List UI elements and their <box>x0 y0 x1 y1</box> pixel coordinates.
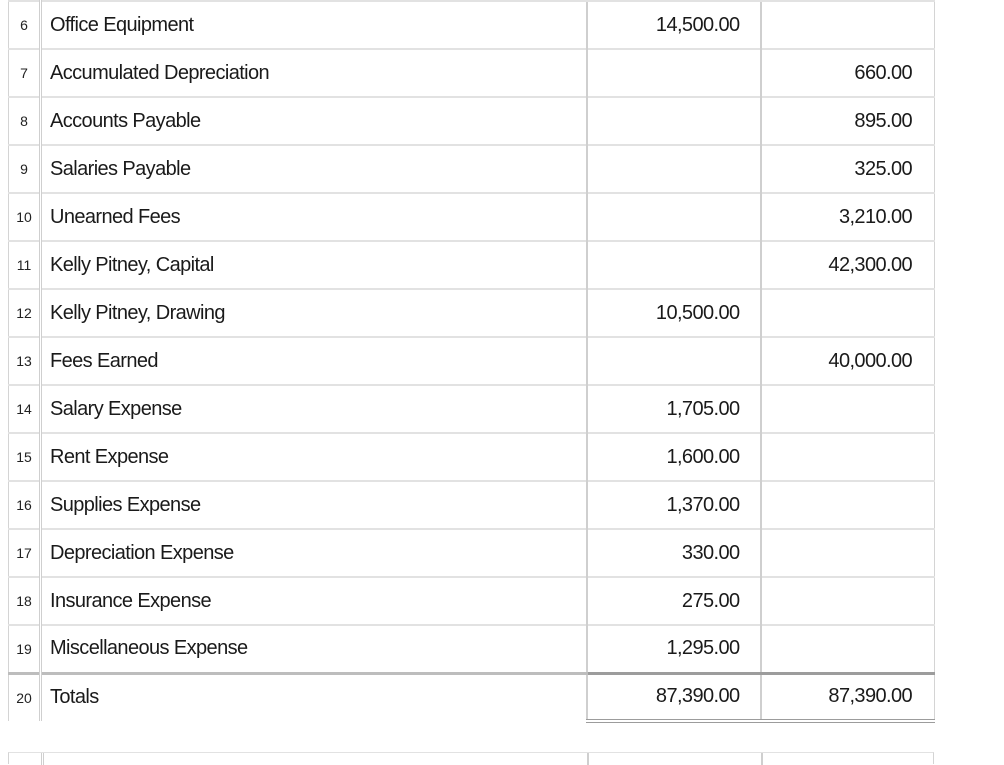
account-title-cell[interactable]: Depreciation Expense <box>41 529 587 577</box>
table-row <box>9 577 935 625</box>
account-title-cell[interactable]: Kelly Pitney, Drawing <box>41 289 587 337</box>
debit-cell[interactable] <box>587 49 761 97</box>
row-number: 10 <box>9 193 41 241</box>
row-number: 11 <box>9 241 41 289</box>
debit-cell[interactable]: 14,500.00 <box>587 1 761 49</box>
column-divider <box>587 753 589 765</box>
debit-cell[interactable]: 1,600.00 <box>587 433 761 481</box>
account-title-cell[interactable]: Accounts Payable <box>41 97 587 145</box>
credit-cell[interactable]: 42,300.00 <box>761 241 935 289</box>
row-number: 8 <box>9 97 41 145</box>
debit-cell[interactable] <box>587 241 761 289</box>
account-title-cell[interactable]: Salaries Payable <box>41 145 587 193</box>
column-divider <box>41 753 44 765</box>
table-continuation <box>8 752 934 764</box>
row-number: 9 <box>9 145 41 193</box>
table-row <box>9 337 935 385</box>
table-row <box>9 49 935 97</box>
account-title-cell[interactable]: Salary Expense <box>41 385 587 433</box>
account-title-cell[interactable]: Rent Expense <box>41 433 587 481</box>
table-row <box>9 145 935 193</box>
account-title-cell[interactable]: Fees Earned <box>41 337 587 385</box>
row-number: 7 <box>9 49 41 97</box>
credit-cell[interactable] <box>761 577 935 625</box>
debit-cell[interactable]: 10,500.00 <box>587 289 761 337</box>
credit-cell[interactable] <box>761 433 935 481</box>
row-number: 17 <box>9 529 41 577</box>
debit-cell[interactable] <box>587 145 761 193</box>
row-number: 6 <box>9 1 41 49</box>
credit-cell[interactable]: 3,210.00 <box>761 193 935 241</box>
account-title-cell[interactable]: Accumulated Depreciation <box>41 49 587 97</box>
credit-total-cell[interactable]: 87,390.00 <box>761 673 935 721</box>
totals-row <box>9 673 935 721</box>
debit-cell[interactable]: 330.00 <box>587 529 761 577</box>
debit-cell[interactable]: 1,705.00 <box>587 385 761 433</box>
table-row <box>9 289 935 337</box>
column-divider <box>761 753 763 765</box>
credit-cell[interactable] <box>761 481 935 529</box>
debit-total-cell[interactable]: 87,390.00 <box>587 673 761 721</box>
account-title-cell[interactable]: Miscellaneous Expense <box>41 625 587 673</box>
row-number: 13 <box>9 337 41 385</box>
account-title-cell[interactable]: Unearned Fees <box>41 193 587 241</box>
credit-cell[interactable] <box>761 1 935 49</box>
credit-cell[interactable]: 660.00 <box>761 49 935 97</box>
table-row <box>9 433 935 481</box>
table-row <box>9 1 935 49</box>
row-number: 14 <box>9 385 41 433</box>
table-row <box>9 385 935 433</box>
row-number: 19 <box>9 625 41 673</box>
totals-label[interactable]: Totals <box>41 673 587 721</box>
account-title-cell[interactable]: Supplies Expense <box>41 481 587 529</box>
trial-balance-table <box>8 0 935 723</box>
debit-cell[interactable] <box>587 193 761 241</box>
row-number: 20 <box>9 673 41 721</box>
table-row <box>9 241 935 289</box>
credit-cell[interactable] <box>761 625 935 673</box>
debit-cell[interactable]: 1,370.00 <box>587 481 761 529</box>
table-row <box>9 529 935 577</box>
credit-cell[interactable] <box>761 289 935 337</box>
table-row <box>9 97 935 145</box>
row-number: 12 <box>9 289 41 337</box>
debit-cell[interactable] <box>587 97 761 145</box>
row-number: 15 <box>9 433 41 481</box>
credit-cell[interactable]: 325.00 <box>761 145 935 193</box>
table-row <box>9 193 935 241</box>
trial-balance-sheet <box>8 0 934 764</box>
debit-cell[interactable]: 1,295.00 <box>587 625 761 673</box>
debit-cell[interactable]: 275.00 <box>587 577 761 625</box>
account-title-cell[interactable]: Insurance Expense <box>41 577 587 625</box>
credit-cell[interactable] <box>761 529 935 577</box>
row-number: 18 <box>9 577 41 625</box>
table-row <box>9 625 935 673</box>
credit-cell[interactable]: 40,000.00 <box>761 337 935 385</box>
table-row <box>9 481 935 529</box>
debit-cell[interactable] <box>587 337 761 385</box>
account-title-cell[interactable]: Office Equipment <box>41 1 587 49</box>
account-title-cell[interactable]: Kelly Pitney, Capital <box>41 241 587 289</box>
credit-cell[interactable] <box>761 385 935 433</box>
row-number: 16 <box>9 481 41 529</box>
credit-cell[interactable]: 895.00 <box>761 97 935 145</box>
